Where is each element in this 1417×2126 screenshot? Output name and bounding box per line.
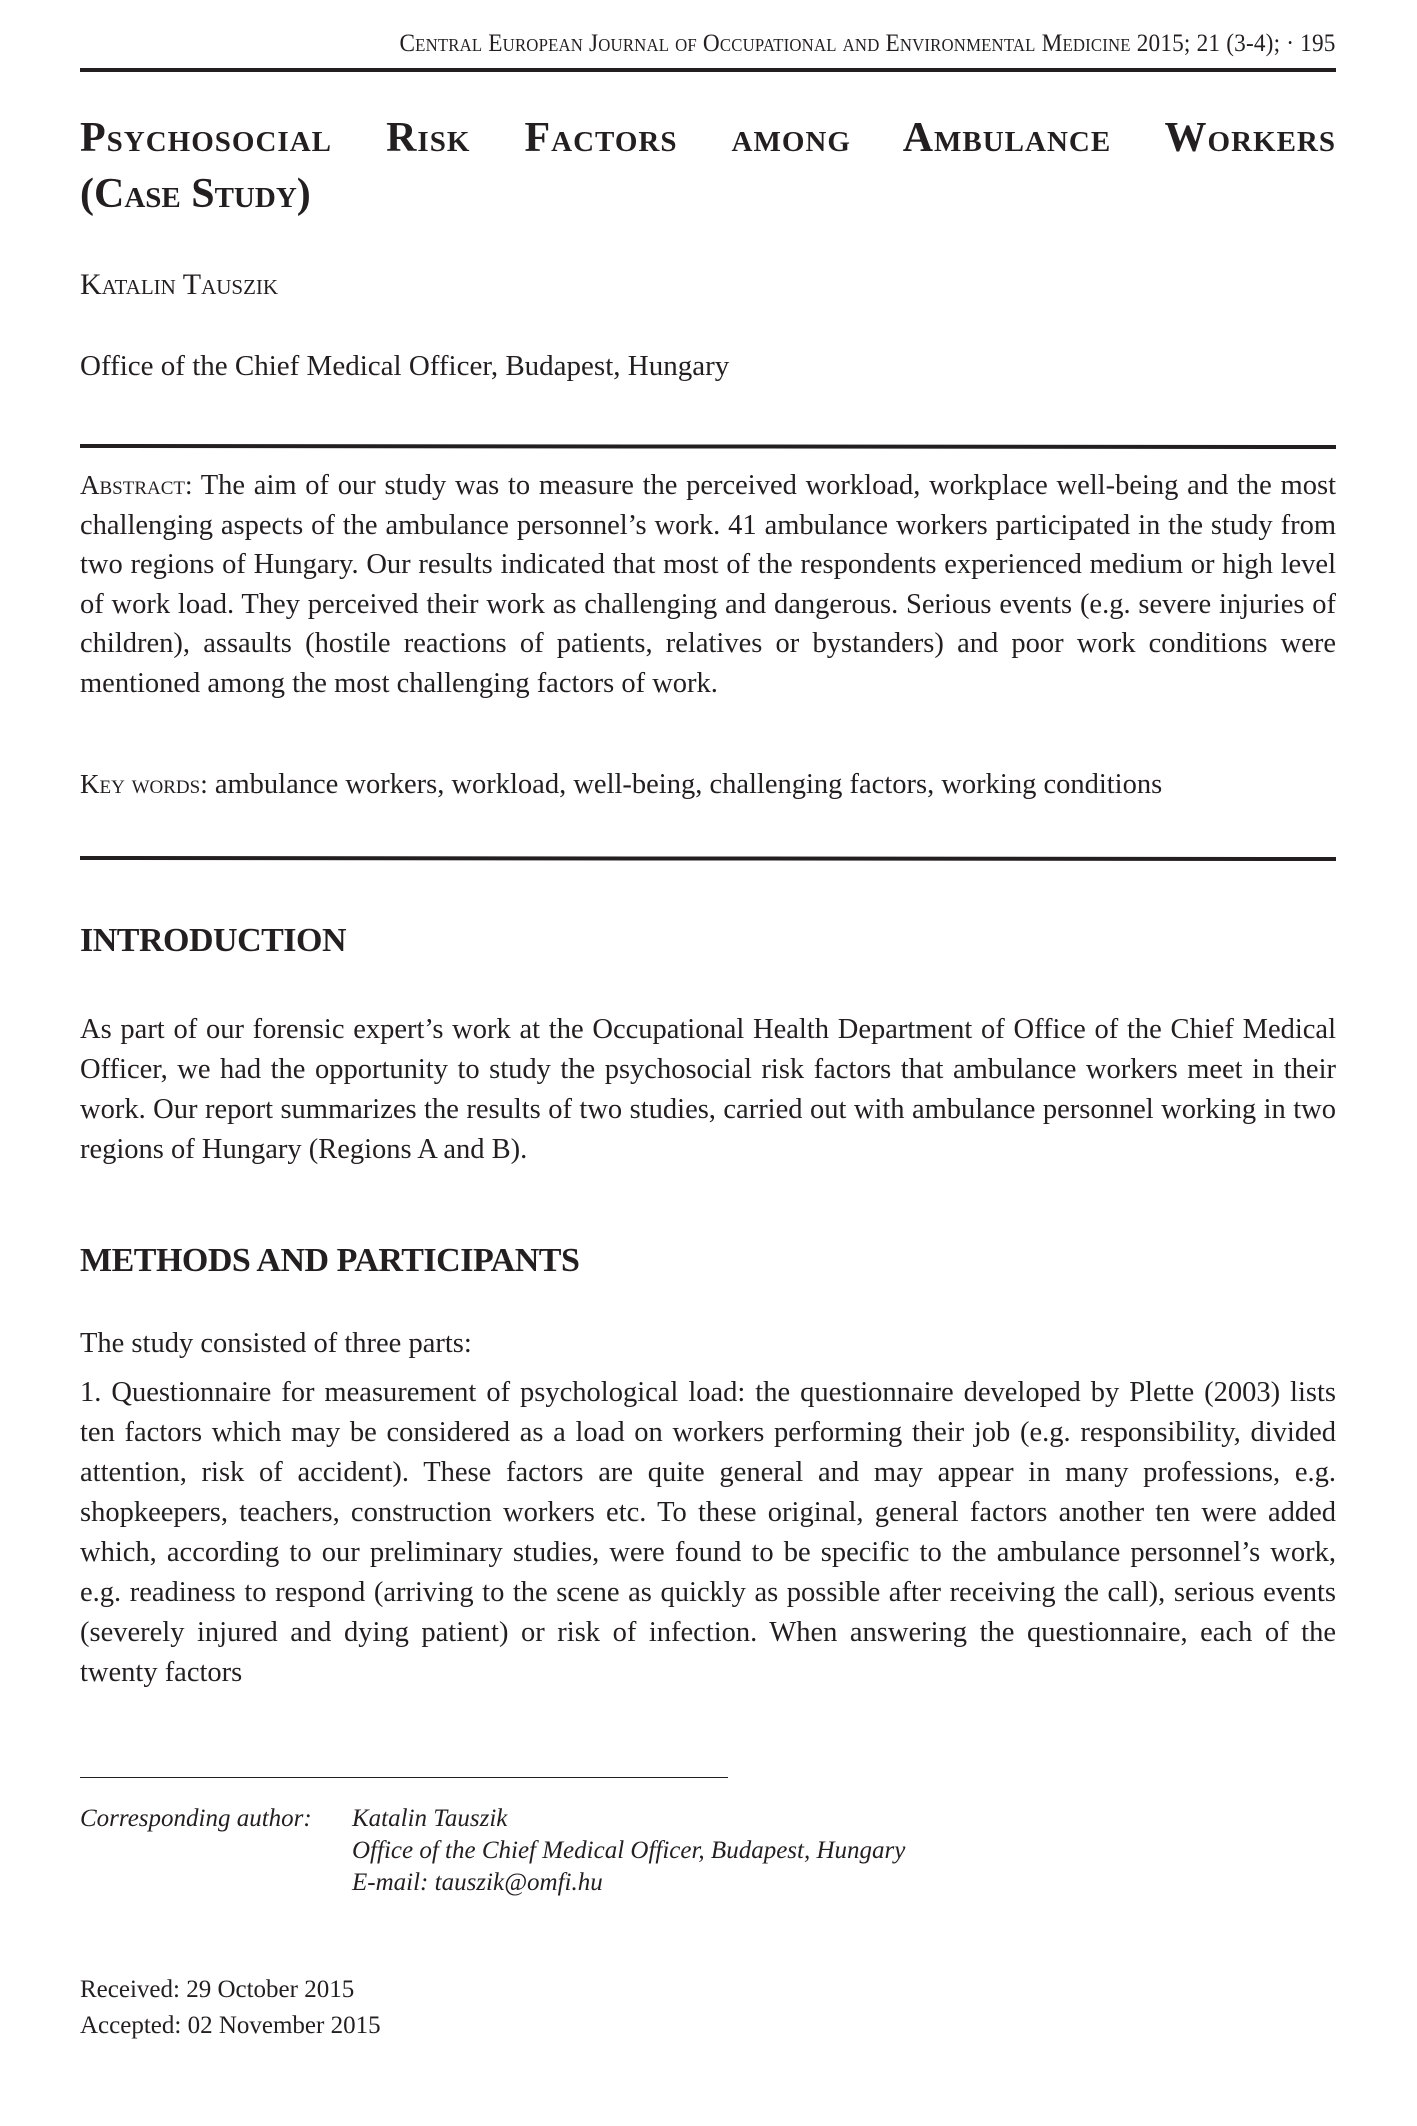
received-date: Received: 29 October 2015 xyxy=(80,1976,355,2003)
journal-citation: 2015; 21 (3-4); · 195 xyxy=(1137,30,1336,57)
corresponding-author-name: Katalin Tauszik xyxy=(352,1805,508,1832)
header-rule xyxy=(80,68,1336,72)
methods-intro-paragraph: The study consisted of three parts: xyxy=(80,1328,472,1359)
abstract xyxy=(80,466,1336,703)
title-line-2: (Case Study) xyxy=(80,171,311,217)
article-title xyxy=(80,110,1336,222)
corresponding-author-note xyxy=(80,1803,905,1899)
corresponding-author-email[interactable]: E-mail: tauszik@omfi.hu xyxy=(352,1869,603,1896)
journal-name: Central European Journal of Occupational and Environmental Medicine xyxy=(399,30,1132,57)
title-line-1: Psychosocial Risk Factors among Ambulance Workers xyxy=(80,115,1336,161)
introduction-paragraph: As part of our forensic expert’s work at the Occupational Health Department of Office of the Chief Medical Officer, we had the opportunity to study the psychosocial risk factors that ambulance workers meet in their work. Our report summarizes the results of two studies, carried out with ambulance personnel working in two regions of Hungary (Regions A and B). xyxy=(80,1014,1336,1165)
running-head xyxy=(400,30,1336,58)
corresponding-author-label: Corresponding author: xyxy=(80,1805,312,1832)
author-affiliation: Office of the Chief Medical Officer, Budapest, Hungary xyxy=(80,350,730,382)
keywords-text: ambulance workers, workload, well-being, challenging factors, working conditions xyxy=(214,769,1163,800)
section-heading-methods: METHODS AND PARTICIPANTS xyxy=(80,1242,580,1279)
abstract-bottom-rule xyxy=(80,856,1336,860)
accepted-date: Accepted: 02 November 2015 xyxy=(80,2012,381,2039)
keywords-label: Key words: xyxy=(80,769,208,799)
keywords xyxy=(80,765,1336,805)
manuscript-dates xyxy=(80,1972,381,2044)
corresponding-author-office: Office of the Chief Medical Officer, Budapest, Hungary xyxy=(352,1837,906,1864)
abstract-label: Abstract: xyxy=(80,470,193,500)
section-heading-introduction: INTRODUCTION xyxy=(80,922,347,959)
methods-item-1: 1. Questionnaire for measurement of psychological load: the questionnaire developed by Plette (2003) lists ten factors which may be considered as a load on workers performing their job (e.g. responsibility, divided attention, risk of accident). These factors are quite general and may appear in many professions, e.g. shopkeepers, teachers, construction workers etc. To these original, general factors another ten were added which, according to our preliminary studies, were found to be specific to the ambulance personnel’s work, e.g. readiness to respond (arriving to the scene as quickly as possible after receiving the call), serious events (severely injured and dying patient) or risk of infection. When answering the questionnaire, each of the twenty factors xyxy=(80,1377,1336,1688)
abstract-text: The aim of our study was to measure the perceived workload, workplace well-being and the most challenging aspects of the ambulance personnel’s work. 41 ambulance workers participated in the study from two regions of Hungary. Our results indicated that most of the respondents experienced medium or high level of work load. They perceived their work as challenging and dangerous. Serious events (e.g. severe injuries of children), assaults (hostile reactions of patients, relatives or bystanders) and poor work conditions were mentioned among the most challenging factors of work. xyxy=(80,470,1336,699)
abstract-top-rule xyxy=(80,444,1336,448)
author-name: Katalin Tauszik xyxy=(80,268,279,301)
footnote-rule xyxy=(80,1777,728,1778)
